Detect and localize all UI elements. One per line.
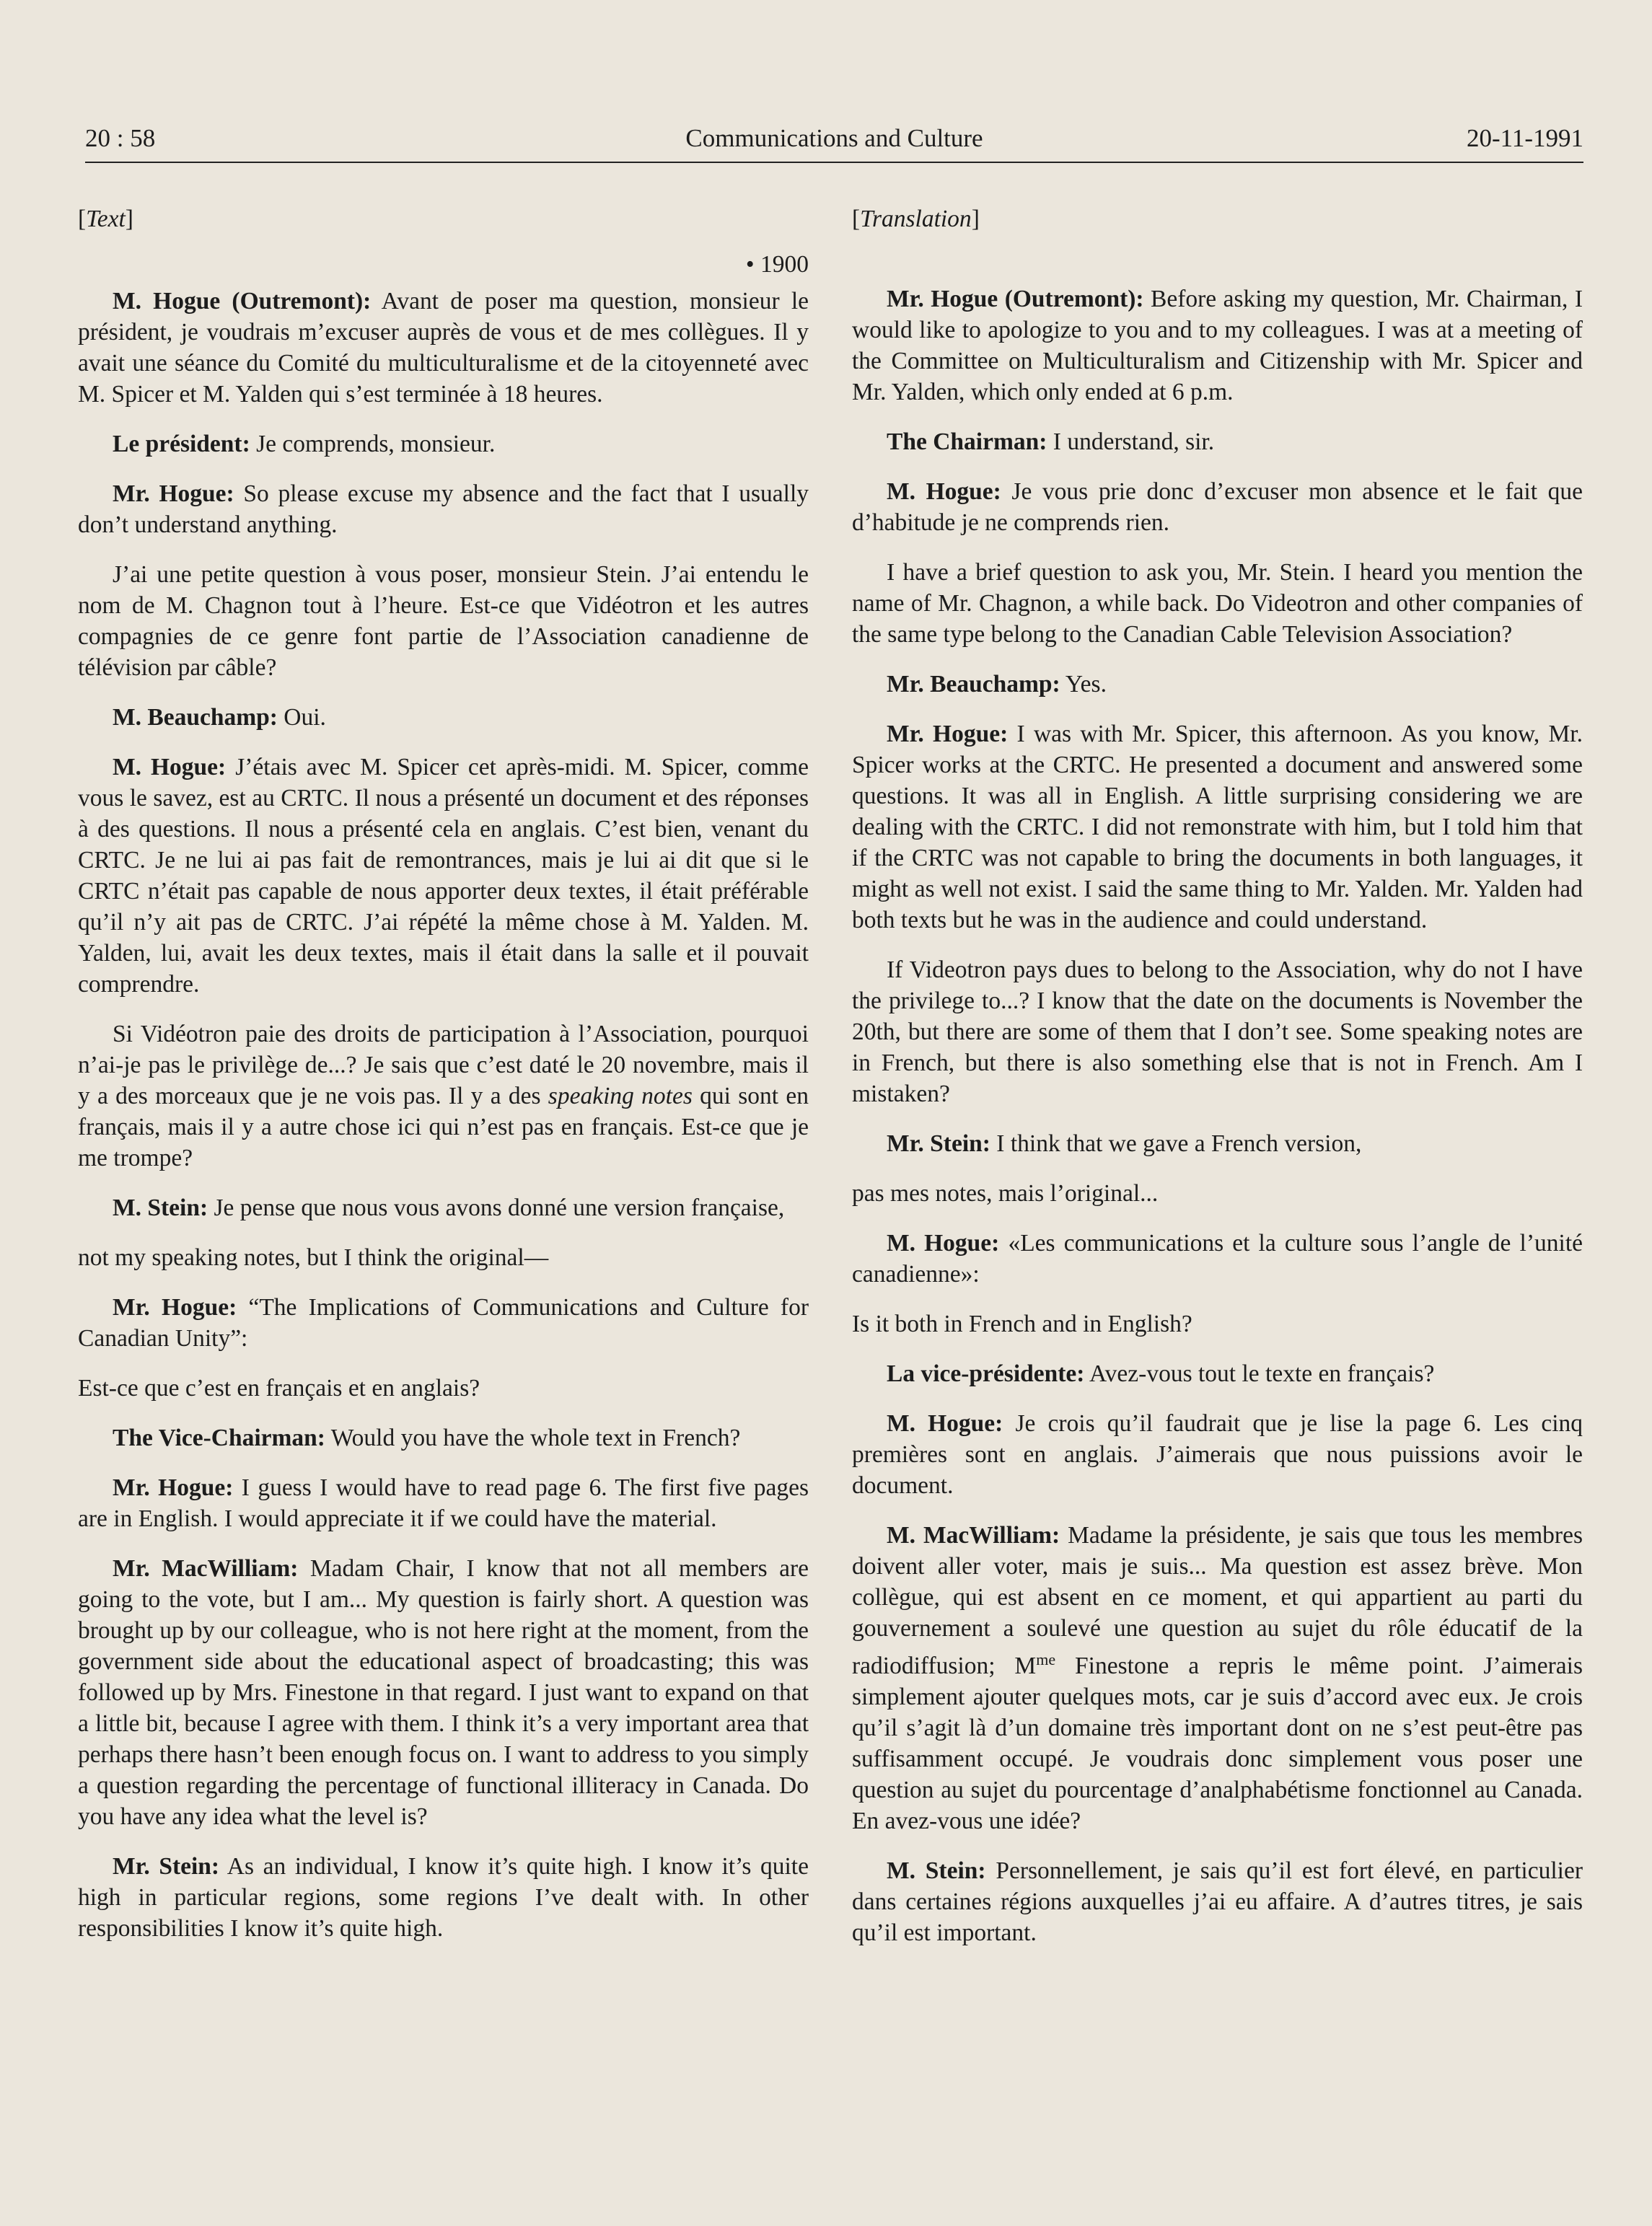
paragraph	[852, 1855, 1583, 1948]
paragraph-text: As an individual, I know it’s quite high. I know it’s quite high in particular regions, some regions I’ve dealt with. In other responsibilities I know it’s quite high.	[78, 1853, 809, 1942]
paragraph	[852, 1128, 1583, 1159]
speaker-name: M. Stein:	[113, 1195, 208, 1221]
paragraph-text: Oui.	[277, 704, 326, 731]
paragraph-text: I was with Mr. Spicer, this afternoon. As you know, Mr. Spicer works at the CRTC. He presented a document and answered some questions. It was all in English. A little surprising considering we are dealing with the CRTC. I did not remonstrate with him, but I told him that if the CRTC was not capable to bring the documents in both languages, it might as well not exist. I said the same thing to Mr. Yalden. Mr. Yalden had both texts but he was in the audience and could understand.	[852, 721, 1583, 933]
paragraph	[852, 476, 1583, 538]
paragraph	[78, 1553, 809, 1832]
speaker-name: M. Stein:	[887, 1857, 986, 1885]
page-date: 20-11-1991	[1466, 124, 1583, 152]
speaker-name: Mr. MacWilliam:	[113, 1555, 299, 1582]
speaker-name: M. Hogue:	[887, 478, 1001, 505]
paragraph-text: Si Vidéotron paie des droits de participation à l’Association, pourquoi n’ai-je pas le privilège de...? Je sais que c’est daté le 20 novembre, mais il y a des morceaux que je ne vois pas. Il y a des	[78, 1021, 809, 1109]
paragraph-text: I think that we gave a French version,	[990, 1130, 1362, 1157]
speaker-name: M. Hogue:	[113, 754, 227, 780]
paragraph-text: Before asking my question, Mr. Chairman, I would like to apologize to you and to my colleagues. I was at a meeting of the Committee on Multiculturalism and Citizenship with Mr. Spicer and Mr. Yalden, which only ended at 6 p.m.	[852, 286, 1583, 405]
paragraph	[78, 559, 809, 683]
paragraph-text: pas mes notes, mais l’original...	[852, 1180, 1159, 1207]
paragraph	[852, 1308, 1583, 1339]
paragraph-text: I guess I would have to read page 6. The first five pages are in English. I would appreciate it if we could have the material.	[78, 1474, 809, 1532]
paragraph	[852, 557, 1583, 650]
paragraph	[78, 1373, 809, 1404]
paragraph-text: not my speaking notes, but I think the original—	[78, 1244, 549, 1271]
paragraph-text: Personnellement, je sais qu’il est fort élevé, en particulier dans certaines régions auxquelles j’ai eu affaire. A d’autres titres, je sais qu’il est important.	[852, 1857, 1583, 1947]
paragraph-text: Avant de poser ma question, monsieur le président, je voudrais m’excuser auprès de vous et de mes collègues. Il y avait une séance du Comité du multiculturalisme et de la citoyenneté avec M. Spicer et M. Yalden qui s’est terminée à 18 heures.	[78, 288, 809, 408]
paragraph-text: Avez-vous tout le texte en français?	[1084, 1360, 1435, 1387]
speaker-name: The Chairman:	[887, 428, 1047, 455]
paragraph-text: qui sont en français, mais il y a autre chose ici qui n’est pas en français. Est-ce que je me trompe?	[78, 1083, 809, 1171]
paragraph-text: Madam Chair, I know that not all members are going to the vote, but I am... My question is fairly short. A question was brought up by our colleague, who is not here right at the moment, from the government side about the educational aspect of broadcasting; this was followed up by Mrs. Finestone in that regard. I just want to expand on that a little bit, because I agree with them. I think it’s a very important area that perhaps there hasn’t been enough focus on. I want to address to you simply a question regarding the percentage of functional illiteracy in Canada. Do you have any idea what the level is?	[78, 1555, 809, 1830]
speaker-name: Mr. Hogue (Outremont):	[887, 286, 1144, 312]
paragraph	[852, 283, 1583, 408]
speaker-name: M. Beauchamp:	[113, 704, 278, 731]
paragraph-text: If Videotron pays dues to belong to the Association, why do not I have the privilege to...? I know that the date on the documents is November the 20th, but there are some of them that I don’t see. Some speaking notes are in French, but there is also something else that is not in French. Am I mistaken?	[852, 956, 1583, 1107]
paragraph-text: J’étais avec M. Spicer cet après-midi. M. Spicer, comme vous le savez, est au CRTC. Il nous a présenté un document et des réponses à des questions. Il nous a présenté cela en anglais. C’est bien, venant du CRTC. Je ne lui ai pas fait de remontrances, mais je lui ai dit que si le CRTC n’était pas capable de nous apporter deux textes, il était préférable qu’il n’y ait pas de CRTC. J’ai répété la même chose à M. Yalden. M. Yalden, lui, avait les deux textes, mais il était dans la salle et il pouvait comprendre.	[78, 754, 809, 998]
right-column	[852, 203, 1583, 1967]
paragraph	[78, 478, 809, 540]
paragraph	[78, 1422, 809, 1453]
page-number: 20 : 58	[85, 124, 156, 152]
speaker-name: M. Hogue (Outremont):	[113, 288, 372, 314]
paragraph-text: Madame la présidente, je sais que tous les membres doivent aller voter, mais je suis... Ma question est assez brève. Mon collègue, qui est absent en ce moment, et qui appartient au parti du gouvernement a soulevé une question au sujet du rôle éducatif de la radiodiffusion; M	[852, 1522, 1583, 1680]
speaker-name: The Vice-Chairman:	[113, 1425, 325, 1451]
paragraph-text: Finestone a repris le même point. J’aimerais simplement ajouter quelques mots, car je suis d’accord avec eux. Je crois qu’il s’agit là d’un domaine très important dont on ne s’est peut-être pas suffisamment occupé. Je voudrais donc simplement vous poser une question au sujet du pourcentage d’analphabétisme fonctionnel au Canada. En avez-vous une idée?	[852, 1653, 1583, 1835]
paragraph-text: Est-ce que c’est en français et en anglais?	[78, 1375, 480, 1402]
paragraph	[852, 669, 1583, 700]
paragraph-text: Would you have the whole text in French?	[325, 1425, 741, 1451]
paragraph	[852, 954, 1583, 1109]
running-title: Communications and Culture	[685, 124, 983, 152]
emphasis-text: speaking notes	[548, 1083, 693, 1109]
paragraph	[78, 1292, 809, 1354]
speaker-name: La vice-présidente:	[887, 1360, 1085, 1387]
paragraph	[78, 1019, 809, 1174]
paragraph-text: “The Implications of Communications and Culture for Canadian Unity”:	[78, 1294, 809, 1352]
paragraph	[78, 1242, 809, 1273]
paragraph	[78, 1472, 809, 1534]
speaker-name: Mr. Hogue:	[113, 1474, 234, 1501]
paragraph	[852, 1408, 1583, 1501]
time-marker: • 1900	[745, 251, 809, 278]
paragraph	[852, 426, 1583, 457]
paragraph	[852, 718, 1583, 936]
superscript-text: me	[1036, 1650, 1056, 1668]
speaker-name: M. Hogue:	[887, 1410, 1003, 1437]
speaker-name: Mr. Stein:	[887, 1130, 990, 1157]
section-label: [Translation]	[852, 206, 980, 232]
paragraph-text: Je pense que nous vous avons donné une version française,	[208, 1195, 785, 1221]
paragraph	[852, 1178, 1583, 1209]
paragraph	[78, 1192, 809, 1223]
paragraph	[852, 1358, 1583, 1389]
paragraph-text: Yes.	[1060, 671, 1107, 698]
paragraph-text: Is it both in French and in English?	[852, 1311, 1192, 1337]
speaker-name: Mr. Beauchamp:	[887, 671, 1060, 698]
paragraph-text: Je crois qu’il faudrait que je lise la page 6. Les cinq premières sont en anglais. J’aimerais que nous puissions avoir le document.	[852, 1410, 1583, 1499]
paragraph	[78, 752, 809, 1000]
speaker-name: M. Hogue:	[887, 1230, 1000, 1257]
paragraph-text: I have a brief question to ask you, Mr. Stein. I heard you mention the name of Mr. Chagnon, a while back. Do Videotron and other companies of the same type belong to the Canadian Cable Television Association?	[852, 559, 1583, 648]
speaker-name: Mr. Stein:	[113, 1853, 220, 1880]
paragraph	[78, 286, 809, 410]
paragraph-text: I understand, sir.	[1047, 428, 1215, 455]
paragraph	[78, 428, 809, 459]
speaker-name: Mr. Hogue:	[113, 1294, 237, 1321]
paragraph-text: J’ai une petite question à vous poser, monsieur Stein. J’ai entendu le nom de M. Chagnon tout à l’heure. Est-ce que Vidéotron et les autres compagnies de ce genre font partie de l’Association canadienne de télévision par câble?	[78, 561, 809, 681]
page-header	[85, 121, 1583, 163]
speaker-name: M. MacWilliam:	[887, 1522, 1060, 1549]
paragraph-text: Je vous prie donc d’excuser mon absence et le fait que d’habitude je ne comprends rien.	[852, 478, 1583, 536]
section-label: [Text]	[78, 206, 133, 232]
speaker-name: Le président:	[113, 431, 250, 457]
paragraph-text: Je comprends, monsieur.	[250, 431, 496, 457]
paragraph	[852, 1520, 1583, 1836]
paragraph-text: So please excuse my absence and the fact that I usually don’t understand anything.	[78, 480, 809, 538]
speaker-name: Mr. Hogue:	[113, 480, 234, 507]
paragraph	[78, 1851, 809, 1944]
paragraph-text: «Les communications et la culture sous l’angle de l’unité canadienne»:	[852, 1230, 1583, 1288]
paragraph	[78, 702, 809, 733]
paragraph	[852, 1228, 1583, 1290]
left-column	[78, 203, 809, 1963]
speaker-name: Mr. Hogue:	[887, 721, 1009, 747]
